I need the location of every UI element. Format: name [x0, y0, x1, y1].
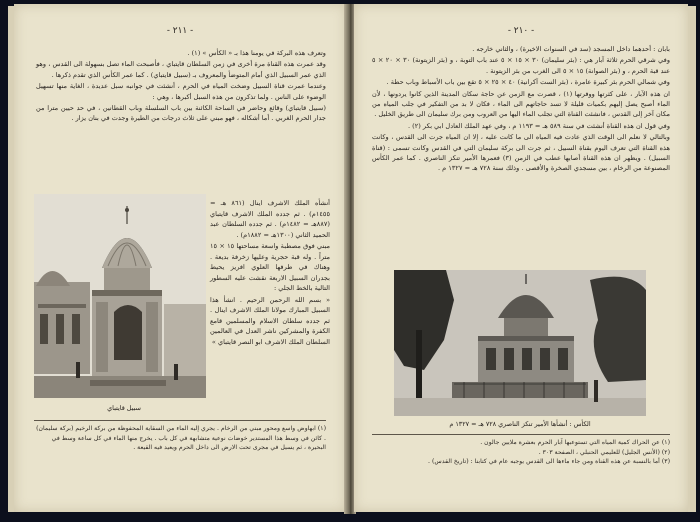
left-intro-text	[36, 48, 326, 125]
left-page	[14, 4, 346, 512]
paragraph: وعندما عمرت قناة السبيل وضخت المياه في الحرم ، أنشئت في جوانبه سبل عديدة ، الغاية منها تسهيل الوضوء على الناس . ولما تذكرون من هذه السبل أكبرها ، وهي :	[36, 82, 326, 101]
left-footnotes	[36, 424, 326, 453]
page-number: - ٢١١ -	[166, 26, 194, 36]
photo-caption: الكأس : أنشأها الأمير تنكز الناصري ٧٢٨ هـ = ١٣٢٧ م	[449, 420, 591, 428]
sabil-photo-illustration	[34, 194, 206, 398]
paragraph: وبالتالي لا نعلم الى الوقت الذي عادت فيه المياه الى ما كانت عليه ، إلا ان المياه جرت الى القدس ، وكانت هذه القناة التي تعرف اليوم بقناة السبيل ، ثم جرت الى بركة سليمان التي في القدس وكانت تسمى : (قناة السبيل) . ويظهر ان هذه القناة أصابها عطب في الزمن (٣) فعمرها الأمير تنكز الناصري . كما عمر الكأس المصنوعة من الرخام ، بين مسجدي الصخرة والأقصى . وذلك سنة ٧٢٨ هـ = ١٣٢٧ م .	[372, 133, 670, 173]
left-column-text	[210, 198, 330, 348]
footnote-divider	[372, 434, 670, 435]
right-footnotes	[372, 438, 670, 467]
paragraph: وفي قول ان هذه القناة أنشئت في سنة ٥٨٩ هـ = ١١٩٣ م ، وفي عهد الملك العادل ابي بكر (٢) .	[407, 121, 670, 130]
paragraph: ان هذه الآبار ، على كثرتها ووفرتها (١) ، قصرت مع الزمن عن حاجة سكان المدينة الذين كانوا يردونها ، لأن الماء أصبح يصل إليهم بكميات قليلة لا تسد حاجاتهم الى الماء ، فكان لا بد من التفكير في جلب المياه من مكان آخر إلى القدس ، فانشئت القناة التي تجلب الماء اليها من العروب ومن برك سليمان الى طريق الخليل .	[372, 89, 670, 119]
footnote-divider	[34, 420, 326, 421]
paragraph: وقد عمرت هذه القناة مرة أخرى في زمن السلطان قايتباي ، فأصبحت الماء تصل بسهولة الى القدس ، وهو الذي عمر السبيل الذي أمام المتوضأ والمعروف بـ (سبيل قايتباي) . كما عمر الكأس الذي تقدم ذكرها .	[36, 60, 326, 79]
footnote: (٣) أما بالنسبة عن هذه القناة ومن جاء ماءها الى القدس يوجبه عام في كتابنا : (تاريخ القدس) .	[428, 458, 670, 466]
photo-dome-of-the-rock	[394, 270, 646, 416]
page-number: - ٢١٠ -	[507, 26, 535, 36]
book-edge-right	[688, 6, 696, 512]
dome-photo-illustration	[394, 270, 646, 416]
photo-sabil-qaitbay	[34, 194, 206, 398]
paragraph: وتعرف هذه البركة في يومنا هذا بـ « الكأس » (١) .	[187, 49, 326, 57]
paragraph: (سبيل قايتباي) وقائع وحاضر في الساحة الكائنة بين باب السلسلة وباب القطانين ، في حد حيين مترا من جدار الحرم الغربي . أما أشكاله ، فهو مبني على ثلاث درجات من الطيرة وجدت في بنان يزار .	[36, 104, 326, 123]
right-page	[354, 4, 688, 512]
paragraph: بابان : أحدهما داخل المسجد (سد في السنوات الاخيرة) ، والثاني خارجه .	[472, 45, 670, 53]
footnote: (١) ابهاوض واسع ومحور مبني من الرخام . يجري إليه الماء من السقاية المحفوظة من بركة الرخيم (بركة سليمان) . كائن في وسط هذا المستدير خوضات نوعية متشابهة في كل باب . يخرج منها الماء في كل ساعة وسط في البحيرة ، ثم يسيل في مجرى تحت الارض الى داخل الحرم ويعيد فيه القيعة .	[36, 425, 326, 452]
paragraph: أنشأه الملك الاشرف اينال (٨٦١ هـ = ١٤٥٥م) . ثم جدده الملك الاشرف قايتباي (٨٨٧هـ = ١٤٨٢م) . ثم جدده السلطان عبد الحميد الثاني (١٣٠٠هـ = ١٨٨٢م) .	[210, 199, 330, 239]
photo-caption: سبيل قايتباي	[107, 404, 141, 412]
paragraph: « بسم الله الرحمن الرحيم . انشأ هذا السبيل المبارك مولانا الملك الاشرف اينال . ثم جدده سلطان الاسلام والمسلمين قامع الكفرة والمشركين ناشر العدل في العالمين السلطان الملك الاشرف ابو النصر قايتباي »	[210, 295, 330, 346]
footnote: (١) عن الحراك كمية المياه التي تستوعبها آبار الحرم بعشرة ملايين جالون .	[480, 439, 670, 446]
footnote: (٢) (الأنس الجليل) للعليمي الحنبلي ، الصفحة ٣٠٣ .	[538, 448, 670, 456]
paragraph: وفي شرقي الحرم ثلاثة آبار هي : (بئر سليمان) ٣٠ × ١٥ × ٥ عند باب التوبة ، و (بئر الزيتونة) ٣٠ × ٢٠ × ٥ عند قبة الحرم ، و (بئر الصوانة) ١٥ × ٥ الى الغرب من بئر الزيتونة .	[372, 56, 671, 75]
paragraph: مبني فوق مصطبة واسعة مساحتها ١٥ × ١٥ متراً . وله قبة حجرية وعليها زخرفة بديعة . وهناك في طرفها العلوي افريز يحيط بجدران السبيل الاربعة نقشت عليه السطور التالية بالخط الجلي :	[210, 242, 331, 292]
paragraph: وفي شمالي الحرم بئر كبيرة عامرة ، (بئر الست آكرانية) ٤٠ × ٢٥ × ٥ تقع بين باب الأسباط وباب حطة .	[386, 78, 670, 87]
right-body-text	[372, 44, 670, 175]
open-book	[8, 4, 696, 516]
